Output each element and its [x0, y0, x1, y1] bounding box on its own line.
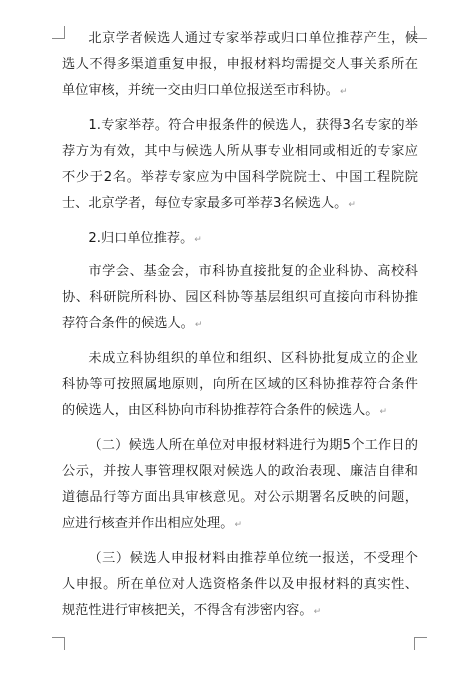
paragraph-text: 市学会、基金会，市科协直接批复的企业科协、高校科协、科研院所科协、园区科协等基层组织可直接向市科协推荐符合条件的候选人。: [62, 264, 418, 331]
paragraph-text: 未成立科协组织的单位和组织、区科协批复成立的企业科协等可按照属地原则，向所在区域的区科协推荐符合条件的候选人，由区科协向市科协推荐符合条件的候选人。: [62, 351, 418, 418]
paragraph-text: 2.归口单位推荐。: [88, 231, 194, 246]
paragraph-mark-icon: ↵: [313, 607, 322, 617]
paragraph-mark-icon: ↵: [234, 520, 242, 530]
paragraph-district-associations: [62, 346, 418, 425]
paragraph-text: 1.专家举荐。符合申报条件的候选人，获得3名专家的举荐方为有效，其中与候选人所从事专业相同或相近的专家应不少于2名。举荐专家应为中国科学院院士、中国工程院院士、北京学者，每位专家最多可举荐3名候选人。: [62, 118, 418, 211]
paragraph-mark-icon: ↵: [379, 407, 388, 417]
crop-mark-bottom-left: [52, 637, 65, 650]
paragraph-publicity: [62, 433, 418, 538]
paragraph-mark-icon: ↵: [348, 200, 356, 210]
paragraph-mark-icon: ↵: [339, 87, 348, 97]
paragraph-mark-icon: ↵: [194, 320, 203, 330]
paragraph-submission: [62, 546, 418, 625]
paragraph-unit-recommendation-heading: [62, 226, 418, 253]
paragraph-mark-icon: ↵: [194, 235, 202, 245]
paragraph-city-associations: [62, 259, 418, 338]
paragraph-text: （三）候选人申报材料由推荐单位统一报送，不受理个人申报。所在单位对人选资格条件以及申报材料的真实性、规范性进行审核把关，不得含有涉密内容。: [62, 551, 418, 618]
document-body: [62, 26, 418, 633]
paragraph-text: （二）候选人所在单位对申报材料进行为期5个工作日的公示，并按人事管理权限对候选人的政治表现、廉洁自律和道德品行等方面出具审核意见。对公示期署名反映的问题，应进行核查并作出相应处理。: [62, 438, 418, 531]
crop-mark-bottom-right: [414, 637, 427, 650]
paragraph-intro: [62, 26, 418, 105]
paragraph-expert-recommendation: [62, 113, 418, 218]
paragraph-text: 北京学者候选人通过专家举荐或归口单位推荐产生，候选人不得多渠道重复申报，申报材料均需提交人事关系所在单位审核，并统一交由归口单位报送至市科协。: [62, 31, 418, 98]
